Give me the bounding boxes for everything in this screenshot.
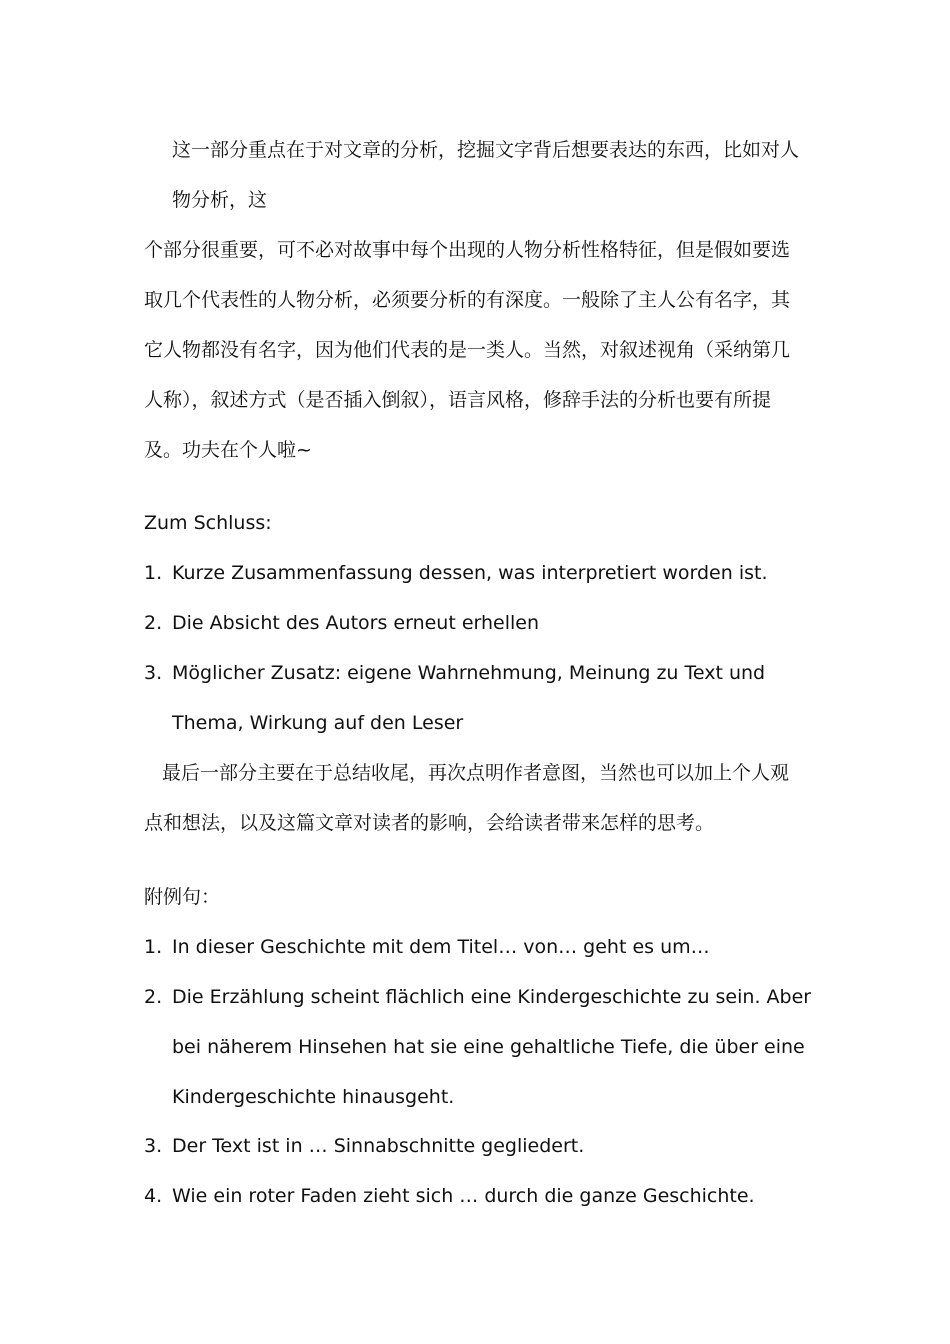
conclusion-note-line: 最后一部分主要在于总结收尾，再次点明作者意图，当然也可以加上个人观 xyxy=(162,762,790,784)
list-number: 2. xyxy=(144,986,163,1008)
list-number: 4. xyxy=(144,1185,163,1207)
analysis-line: 这一部分重点在于对文章的分析，挖掘文字背后想要表达的东西，比如对人 xyxy=(172,139,800,161)
list-item: Die Absicht des Autors erneut erhellen xyxy=(172,612,540,634)
analysis-line: 人称），叙述方式（是否插入倒叙），语言风格，修辞手法的分析也要有所提 xyxy=(144,389,772,411)
conclusion-note-line: 点和想法，以及这篇文章对读者的影响，会给读者带来怎样的思考。 xyxy=(144,812,715,834)
list-item: Der Text ist in … Sinnabschnitte gegliedert. xyxy=(172,1135,585,1157)
list-item: Möglicher Zusatz: eigene Wahrnehmung, Meinung zu Text und xyxy=(172,662,766,684)
list-item: In dieser Geschichte mit dem Titel… von… geht es um… xyxy=(172,936,710,958)
list-number: 1. xyxy=(144,562,163,584)
list-item-continuation: Kindergeschichte hinausgeht. xyxy=(172,1086,455,1108)
list-item-continuation: Thema, Wirkung auf den Leser xyxy=(172,712,464,734)
list-item: Die Erzählung scheint flächlich eine Kindergeschichte zu sein. Aber xyxy=(172,986,812,1008)
list-item: Kurze Zusammenfassung dessen, was interpretiert worden ist. xyxy=(172,562,768,584)
list-number: 1. xyxy=(144,936,163,958)
analysis-line: 及。功夫在个人啦~ xyxy=(144,439,312,461)
analysis-line: 取几个代表性的人物分析，必须要分析的有深度。一般除了主人公有名字，其 xyxy=(144,289,791,311)
analysis-line: 个部分很重要，可不必对故事中每个出现的人物分析性格特征，但是假如要选 xyxy=(144,239,791,261)
analysis-line: 物分析，这 xyxy=(172,189,268,211)
analysis-line: 它人物都没有名字，因为他们代表的是一类人。当然，对叙述视角（采纳第几 xyxy=(144,339,791,361)
list-number: 3. xyxy=(144,662,163,684)
list-number: 2. xyxy=(144,612,163,634)
list-item-continuation: bei näherem Hinsehen hat sie eine gehaltliche Tiefe, die über eine xyxy=(172,1036,805,1058)
conclusion-heading: Zum Schluss: xyxy=(144,512,272,534)
list-number: 3. xyxy=(144,1135,163,1157)
examples-heading: 附例句： xyxy=(144,886,221,908)
list-item: Wie ein roter Faden zieht sich … durch die ganze Geschichte. xyxy=(172,1185,755,1207)
